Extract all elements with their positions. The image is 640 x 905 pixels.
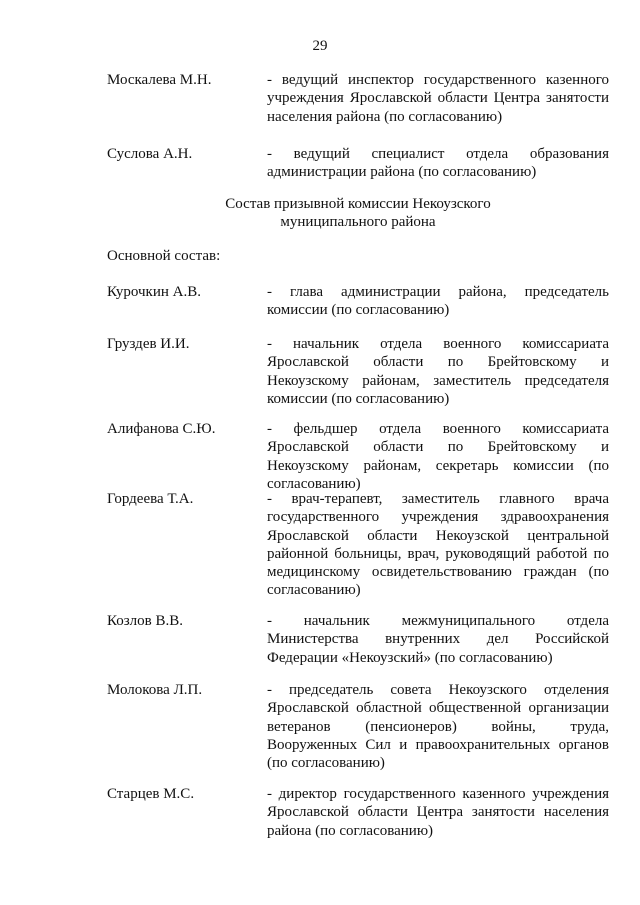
person-name: Груздев И.И. (107, 336, 190, 352)
section-title-line-1: Состав призывной комиссии Некоузского (225, 196, 491, 212)
person-role: - глава администрации района, председатель комиссии (по согласованию) (267, 284, 609, 319)
page-number: 29 (312, 38, 328, 54)
section-title-line-2: муниципального района (280, 214, 436, 230)
person-name: Козлов В.В. (107, 613, 184, 629)
person-role: - начальник отдела военного комиссариата Ярославской области по Брейтовскому и Некоузскому районам, заместитель председателя комиссии (по согласованию) (267, 336, 609, 407)
person-role: - начальник межмуниципального отдела Министерства внутренних дел Российской Федерации «Некоузский» (по согласованию) (267, 613, 609, 666)
person-role: - председатель совета Некоузского отделения Ярославской областной общественной организации ветеранов (пенсионеров) войны, труда, Вооруженных Сил и правоохранительных органов (по согласованию) (267, 682, 609, 772)
person-role: - ведущий специалист отдела образования администрации района (по согласованию) (267, 146, 609, 181)
section-title (107, 195, 609, 231)
person-name: Старцев М.С. (107, 786, 195, 802)
person-role: - фельдшер отдела военного комиссариата Ярославской области по Брейтовскому и Некоузскому районам, секретарь комиссии (по согласованию) (267, 421, 609, 492)
person-name: Гордеева Т.А. (107, 491, 194, 507)
person-role: - директор государственного казенного учреждения Ярославской области Центра занятости населения района (по согласованию) (267, 786, 609, 839)
person-name: Суслова А.Н. (107, 146, 193, 162)
person-name: Москалева М.Н. (107, 72, 212, 88)
person-name: Курочкин А.В. (107, 284, 201, 300)
main-composition-heading: Основной состав: (107, 248, 221, 264)
person-role: - врач-терапевт, заместитель главного врача государственного учреждения здравоохранения Ярославской области Некоузской центральной районной больницы, врач, руководящий работой по медицинскому освидетельствованию граждан (по согласованию) (267, 491, 609, 599)
person-name: Алифанова С.Ю. (107, 421, 216, 437)
person-name: Молокова Л.П. (107, 682, 203, 698)
person-role: - ведущий инспектор государственного казенного учреждения Ярославской области Центра занятости населения района (по согласованию) (267, 72, 609, 125)
